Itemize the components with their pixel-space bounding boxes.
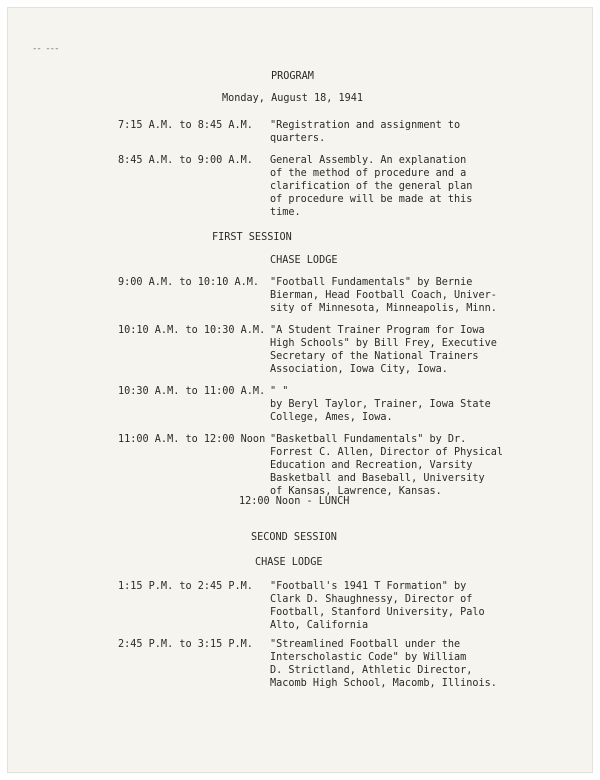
schedule-time: 10:10 A.M. to 10:30 A.M.	[118, 325, 266, 336]
schedule-time: 8:45 A.M. to 9:00 A.M.	[118, 155, 253, 166]
schedule-line: Forrest C. Allen, Director of Physical	[270, 447, 504, 458]
schedule-line: High Schools" by Bill Frey, Executive	[270, 338, 497, 349]
schedule-line: of procedure will be made at this	[270, 194, 473, 205]
schedule-line: "Football Fundamentals" by Bernie	[270, 277, 473, 288]
program-date: Monday, August 18, 1941	[222, 93, 364, 104]
schedule-line: "Streamlined Football under the	[270, 639, 461, 650]
schedule-line: Clark D. Shaughnessy, Director of	[270, 594, 473, 605]
schedule-line: Football, Stanford University, Palo	[270, 607, 485, 618]
schedule-line: of Kansas, Lawrence, Kansas.	[270, 486, 442, 497]
schedule-line: Association, Iowa City, Iowa.	[270, 364, 448, 375]
schedule-line: clarification of the general plan	[270, 181, 473, 192]
schedule-line: "Registration and assignment to	[270, 120, 461, 131]
lunch-break: 12:00 Noon - LUNCH	[239, 496, 350, 507]
schedule-line: Macomb High School, Macomb, Illinois.	[270, 678, 497, 689]
schedule-line: "Basketball Fundamentals" by Dr.	[270, 434, 467, 445]
document-page	[8, 8, 592, 772]
schedule-time: 10:30 A.M. to 11:00 A.M.	[118, 386, 266, 397]
ditto-marks: " "	[270, 386, 289, 397]
schedule-line: Bierman, Head Football Coach, Univer-	[270, 290, 497, 301]
schedule-line: "Football's 1941 T Formation" by	[270, 581, 467, 592]
schedule-line: Basketball and Baseball, University	[270, 473, 485, 484]
schedule-time: 1:15 P.M. to 2:45 P.M.	[118, 581, 253, 592]
session-heading: FIRST SESSION	[212, 232, 292, 243]
schedule-line: D. Strictland, Athletic Director,	[270, 665, 473, 676]
schedule-time: 2:45 P.M. to 3:15 P.M.	[118, 639, 253, 650]
schedule-line: time.	[270, 207, 301, 218]
schedule-line: of the method of procedure and a	[270, 168, 467, 179]
schedule-line: Alto, California	[270, 620, 369, 631]
schedule-line: College, Ames, Iowa.	[270, 412, 393, 423]
schedule-line: by Beryl Taylor, Trainer, Iowa State	[270, 399, 491, 410]
schedule-line: sity of Minnesota, Minneapolis, Minn.	[270, 303, 497, 314]
schedule-line: Secretary of the National Trainers	[270, 351, 479, 362]
schedule-line: General Assembly. An explanation	[270, 155, 467, 166]
session-location: CHASE LODGE	[270, 255, 338, 266]
schedule-time: 11:00 A.M. to 12:00 Noon	[118, 434, 266, 445]
schedule-time: 9:00 A.M. to 10:10 A.M.	[118, 277, 260, 288]
schedule-line: "A Student Trainer Program for Iowa	[270, 325, 485, 336]
schedule-line: quarters.	[270, 133, 326, 144]
session-location: CHASE LODGE	[255, 557, 323, 568]
session-heading: SECOND SESSION	[251, 532, 337, 543]
schedule-time: 7:15 A.M. to 8:45 A.M.	[118, 120, 253, 131]
schedule-line: Interscholastic Code" by William	[270, 652, 467, 663]
schedule-line: Education and Recreation, Varsity	[270, 460, 473, 471]
program-title: PROGRAM	[271, 71, 314, 82]
corner-mark: -- ---	[32, 44, 59, 54]
